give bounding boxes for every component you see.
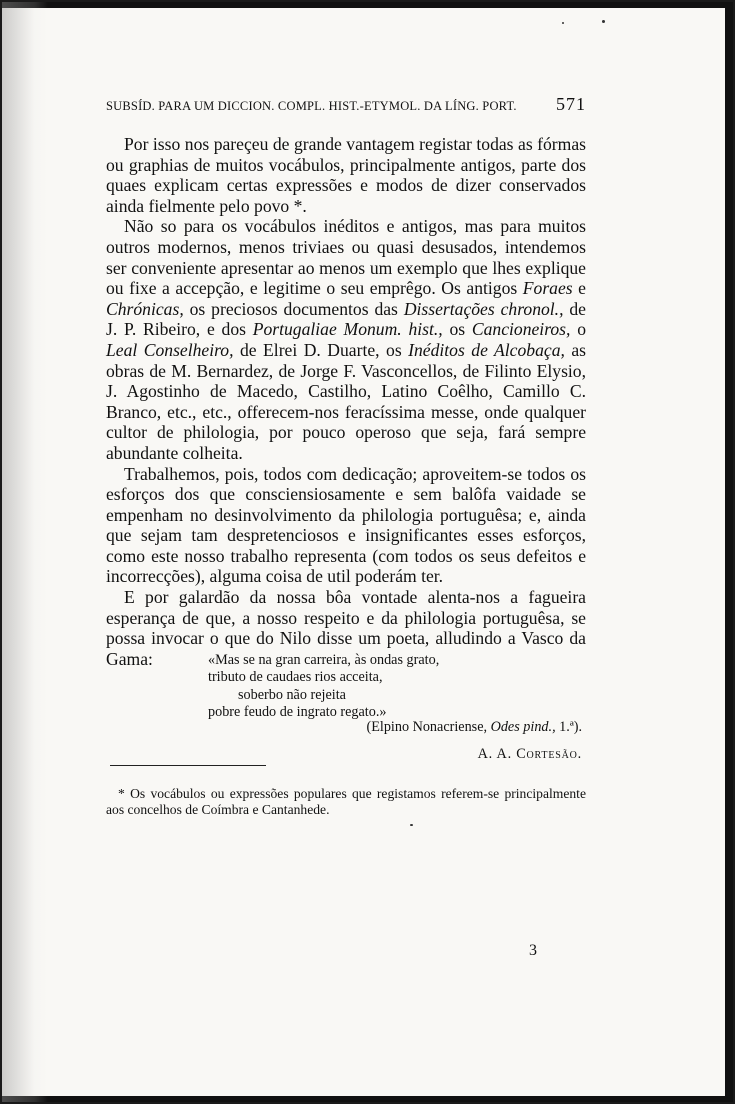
title-portugaliae: Portugaliae Monum. hist., <box>252 319 443 340</box>
paragraph-2 <box>106 216 586 463</box>
p2-text-e: os <box>442 319 472 340</box>
scan-edge-bottom <box>2 1096 735 1102</box>
p2-text-b: e <box>572 278 586 299</box>
title-leal-conselheiro: Leal Conselheiro, <box>106 339 234 360</box>
title-ineditos: Inéditos de Alcobaça, <box>408 339 565 360</box>
p2-text-c: os preciosos documentos das <box>183 298 404 319</box>
author-surname: Cortesão. <box>516 746 582 762</box>
source-post: 1.ª). <box>555 719 582 735</box>
title-foraes: Foraes <box>522 278 573 299</box>
p2-text-d: de J. P. Ribeiro, e dos <box>106 298 586 340</box>
scan-edge-left-shade <box>2 2 48 1104</box>
scan-edge-top <box>2 2 735 8</box>
verse-line-3: soberbo não rejeita <box>238 686 346 703</box>
p2-text-a: Não so para os vocábulos inéditos e antigos, mas para muitos outros modernos, menos triviaes ou quasi desusados, intendemos ser conveniente apresentar ao menos um exemplo que lhes explique ou fixe a accepção, e legitime o seu emprêgo. Os antigos <box>106 216 586 299</box>
source-pre: (Elpino Nonacriense, <box>366 719 491 735</box>
title-dissertacoes: Dissertações chronol., <box>403 298 564 319</box>
paragraph-1: Por isso nos pareçeu de grande vantagem registar todas as fórmas ou graphias de muitos vocábulos, principalmente antigos, parte dos quaes explicam certas expressões e modos de dizer conservados ainda fielmente pelo povo *. <box>106 134 586 216</box>
running-title: SUBSÍD. PARA UM DICCION. COMPL. HIST.-ETYMOL. DA LÍNG. PORT. <box>106 99 517 113</box>
paragraph-3: Trabalhemos, pois, todos com dedicação; aproveitem-se todos os esforços dos que consciensiosamente e sem balôfa vaidade se empenham no desinvolvimento da philologia portuguêsa; e, ainda que sejam tam despretenciosos e insignificantes esses esforços, como este nosso trabalho representa (com todos os seus defeitos e incorrecções), alguma coisa de util poderám ter. <box>106 463 586 587</box>
main-text <box>106 134 586 669</box>
title-cancioneiros: Cancioneiros, <box>471 319 571 340</box>
p2-text-g: de Elrei D. Duarte, os <box>233 339 409 360</box>
title-chronicas: Chrónicas, <box>106 298 184 319</box>
running-head <box>106 94 586 115</box>
verse-line-2: tributo de caudaes rios acceita, <box>208 669 383 686</box>
author-initials: A. A. <box>477 746 517 762</box>
verse-line-4: pobre feudo de ingrato regato.» <box>208 704 387 721</box>
footnote <box>106 786 586 819</box>
verse-source <box>312 719 582 736</box>
p2-text-f: o <box>570 319 586 340</box>
scan-speck <box>410 824 413 826</box>
author-signature <box>422 746 582 763</box>
verse-line-1: «Mas se na gran carreira, às ondas grato, <box>208 652 440 668</box>
scan-edge-right <box>725 2 733 1104</box>
scan-speck <box>602 20 605 23</box>
footnote-text: * Os vocábulos ou expressões populares que registamos referem-se principalmente aos concelhos de Coímbra e Cantanhede. <box>106 786 586 818</box>
paragraph-4: E por galardão da nossa bôa vontade alenta-nos a fagueira esperança de que, a nosso respeito e da philologia portuguêsa, se possa invocar o que do Nilo disse um poeta, alludindo a Vasco da Gama: <box>106 587 586 669</box>
signature-mark: 3 <box>529 942 537 959</box>
footnote-rule <box>110 765 266 766</box>
source-work: Odes pind., <box>490 719 556 735</box>
verse-quotation <box>208 652 588 722</box>
scan-speck <box>562 22 564 24</box>
p2-text-h: as obras de M. Bernardez, de Jorge F. Vasconcellos, de Filinto Elysio, J. Agostinho de Macedo, Castilho, Latino Coêlho, Camillo C. Branco, etc., etc., offerecem-nos feracíssima messe, onde qualquer cultor de philologia, por pouco operoso que seja, fará sempre abundante colheita. <box>106 339 587 463</box>
page-number: 571 <box>556 94 586 114</box>
